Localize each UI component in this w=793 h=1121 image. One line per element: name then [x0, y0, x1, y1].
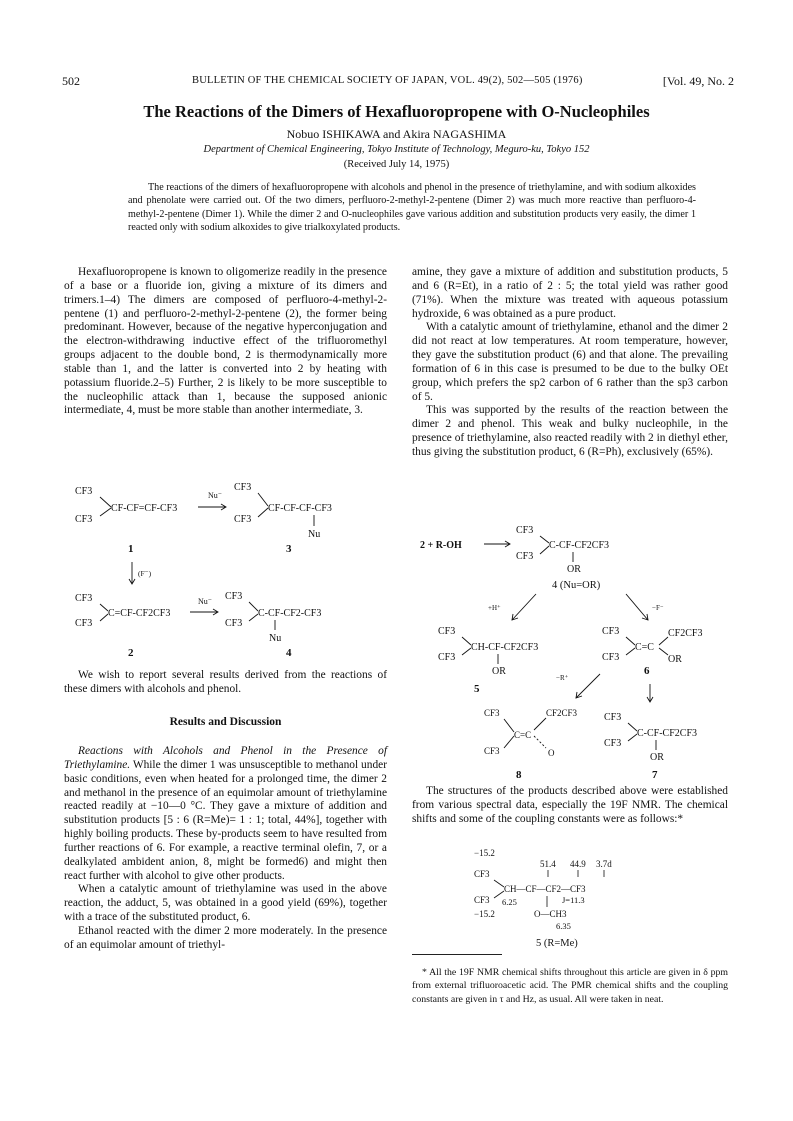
scheme-2-svg [416, 522, 732, 784]
cf3-label: CF3 [234, 482, 252, 493]
shift-value: −15.2 [474, 909, 495, 919]
running-header [62, 74, 734, 90]
nu-reagent-label: Nu⁻ [208, 491, 222, 500]
left-column-results [64, 745, 387, 953]
h-shift-value: 6.25 [502, 897, 517, 907]
cf3-label: CF3 [438, 626, 456, 637]
page-number: 502 [62, 74, 80, 88]
oxygen-anion: O [548, 748, 555, 758]
coupling-constant: J=11.3 [562, 895, 585, 905]
right-column [412, 266, 728, 460]
cf3-label: CF3 [484, 708, 500, 718]
left-column-lower [64, 669, 387, 697]
structure-4-chain: C-CF-CF2CF3 [549, 540, 610, 551]
compound-label-6: 6 [644, 665, 650, 677]
cf3-label: CF3 [75, 486, 93, 497]
compound-label-3: 3 [286, 543, 292, 555]
fluoride-catalyst-label: (F⁻) [138, 569, 152, 578]
shift-value: 3.7d [596, 859, 612, 869]
dealkylation-label: −R⁺ [556, 674, 569, 682]
shift-value: 44.9 [570, 859, 586, 869]
or-substituent: OR [650, 752, 664, 763]
cf2cf3-substituent: CF2CF3 [546, 708, 578, 718]
scheme-dimer-structures [70, 480, 390, 660]
structure-2-chain: C=CF-CF2CF3 [108, 608, 171, 619]
subsection-lead: Reactions with Alcohols and Phenol in the Presence of Triethylamine. [64, 745, 387, 771]
received-date: (Received July 14, 1975) [343, 159, 450, 170]
volume-info: [Vol. 49, No. 2 [662, 74, 734, 88]
cf2cf3-substituent: CF2CF3 [668, 628, 703, 639]
or-substituent: OR [567, 564, 581, 575]
cf3-label: CF3 [438, 652, 456, 663]
cf3-label: CF3 [75, 514, 93, 525]
article-title: The Reactions of the Dimers of Hexafluoropropene with O-Nucleophiles [143, 102, 650, 121]
scheme-1-svg [70, 480, 390, 660]
nu-substituent: Nu [269, 633, 282, 644]
section-heading: Results and Discussion [169, 716, 282, 728]
structure-3-chain: CF-CF-CF-CF3 [268, 503, 332, 514]
continued-paragraph: amine, they gave a mixture of addition and substitution products, 5 and 6 (R=Et), in a ratio of 2 : 5; the total yield was rather good (71%). When the mixture was treated with aqueous potassium hydroxide, 6 was obtained as a pure product. [412, 266, 728, 320]
footnote-rule [412, 954, 502, 955]
nmr-svg [470, 845, 670, 950]
methoxy-group: O—CH3 [534, 909, 567, 919]
cf3-label: CF3 [75, 618, 93, 629]
footnote: * All the 19F NMR chemical shifts throughout this article are given in δ ppm from external trifluoroacetic acid. The PMR chemical shifts and the coupling constants are given in τ and Hz, as usual. All were taken in neat. [412, 967, 728, 1005]
cf3-label: CF3 [602, 626, 620, 637]
ethanol-paragraph: Ethanol reacted with the dimer 2 more moderately. In the presence of an equimolar amount of triethyl- [64, 924, 387, 951]
cf3-label: CF3 [474, 869, 490, 879]
structure-1-chain: CF-CF=CF-CF3 [111, 503, 178, 514]
or-substituent: OR [492, 666, 506, 677]
catalytic-paragraph: When a catalytic amount of triethylamine was used in the above reaction, the adduct, 5, was obtained in a good yield (69%), together with a trace of the substituted product, 6. [64, 883, 387, 924]
compound-label-4: 4 [286, 647, 292, 659]
structure-6-core: C=C [635, 642, 654, 653]
nmr-compound-label: 5 (R=Me) [536, 938, 578, 949]
structure-4-chain: C-CF-CF2-CF3 [258, 608, 322, 619]
cf3-label: CF3 [234, 514, 252, 525]
nmr-chain: CH—CF—CF2—CF3 [504, 884, 586, 894]
structure-7-chain: C-CF-CF2CF3 [637, 728, 698, 739]
structure-8-core: C=C [514, 730, 532, 740]
compound-label-5: 5 [474, 683, 480, 695]
cf3-label: CF3 [225, 591, 243, 602]
compound-label-7: 7 [652, 769, 658, 781]
cf3-label: CF3 [474, 895, 490, 905]
compound-label-8: 8 [516, 769, 522, 781]
cf3-label: CF3 [484, 746, 500, 756]
cf3-label: CF3 [604, 738, 622, 749]
structure-5-chain: CH-CF-CF2CF3 [471, 642, 539, 653]
nu-substituent: Nu [308, 529, 321, 540]
shift-value: −15.2 [474, 848, 495, 858]
structures-paragraph: The structures of the products described above were established from various spectral data, especially the 19F NMR. The chemical shifts and some of the coupling constants were as follows:* [412, 785, 728, 825]
journal-citation: BULLETIN OF THE CHEMICAL SOCIETY OF JAPAN, VOL. 49(2), 502—505 (1976) [192, 75, 583, 86]
phenol-paragraph: This was supported by the results of the reaction between the dimer 2 and phenol. This weak and bulky nucleophile, in the presence of triethylamine, also reacted readily with 2 in diethyl ether, thus giving the substitution product, 6 (R=Ph), exclusively (65%). [412, 404, 728, 458]
ethanol-catalytic-paragraph: With a catalytic amount of triethylamine, ethanol and the dimer 2 did not react at low temperatures. At room temperature, however, they gave the substitution product (6) and that alone. The prevailing formation of 6 in this case is presumed to be due to the bulky OEt group, which prefers the sp2 carbon of 6 rather than the sp3 carbon of 5. [412, 321, 728, 403]
shift-value: 51.4 [540, 859, 556, 869]
compound-label-2: 2 [128, 647, 134, 659]
right-column-lower [412, 785, 728, 827]
abstract: The reactions of the dimers of hexafluoropropene with alcohols and phenol in the presence of triethylamine, and with sodium alkoxides and phenolate were carried out. Of the two dimers, perfluoro-2-methyl-2-pentene (Dimer 2) was much more reactive than perfluoro-4-methyl-2-pentene (Dimer 1). While the dimer 2 and O-nucleophiles gave various addition and substitution products very easily, the dimer 1 reacted only with sodium alkoxides to give trialkoxylated products. [128, 182, 696, 233]
nmr-shift-diagram [470, 845, 670, 950]
intermediate-label-4: 4 (Nu=OR) [552, 580, 601, 591]
scheme-reaction-pathways [416, 522, 732, 784]
cf3-label: CF3 [75, 593, 93, 604]
fluoride-loss-label: −F⁻ [652, 604, 664, 612]
left-column [64, 266, 387, 418]
intro-paragraph: Hexafluoropropene is known to oligomerize readily in the presence of a base or a fluoride ion, giving a mixture of its dimers and trimers.1–4) The dimers are composed of perfluoro-4-methyl-2-pentene (1) and perfluoro-2-methyl-2-pentene (2), the former being predominant. However, because of the negative hyperconjugation and the electron-withdrawing inductive effect of the trifluoromethyl groups adjacent to the double bond, 2 is thermodynamically more stable than 1, and the latter is converted into 2 by heating with potassium fluoride.2–5) Further, 2 is likely to be more susceptible to the nucleophilic attack than 1, because the supposed anionic intermediate, 4, must be more stable than another intermediate, 3. [64, 266, 387, 417]
cf3-label: CF3 [604, 712, 622, 723]
nu-reagent-label: Nu⁻ [198, 597, 212, 606]
cf3-label: CF3 [516, 551, 534, 562]
reactants: 2 + R-OH [420, 540, 462, 551]
protonation-label: +H⁺ [488, 604, 501, 612]
or-substituent: OR [668, 654, 682, 665]
results-paragraph: Reactions with Alcohols and Phenol in the Presence of Triethylamine. While the dimer 1 was unsusceptible to methanol under basic conditions, even when heated for a prolonged time, the dimer 2 and methanol in the presence of an equimolar amount of triethylamine reacted readily at −10—0 °C. They gave a mixture of addition and substitution products [5 : 6 (R=Me)= 1 : 1; total, 44%], together with highly boiling products. These by-products seem to have resulted from further reactions of 6. For example, a reactive terminal olefin, 7, or a dealkylated ambident anion, 8, might be formed6) and might then react further with alcohol to give other products. [64, 745, 387, 882]
purpose-paragraph: We wish to report several results derived from the reactions of these dimers with alcohols and phenol. [64, 669, 387, 695]
methoxy-shift: 6.35 [556, 921, 571, 931]
cf3-label: CF3 [602, 652, 620, 663]
affiliation: Department of Chemical Engineering, Tokyo Institute of Technology, Meguro-ku, Tokyo 152 [203, 144, 590, 155]
cf3-label: CF3 [225, 618, 243, 629]
authors: Nobuo ISHIKAWA and Akira NAGASHIMA [286, 127, 507, 141]
cf3-label: CF3 [516, 525, 534, 536]
compound-label-1: 1 [128, 543, 134, 555]
